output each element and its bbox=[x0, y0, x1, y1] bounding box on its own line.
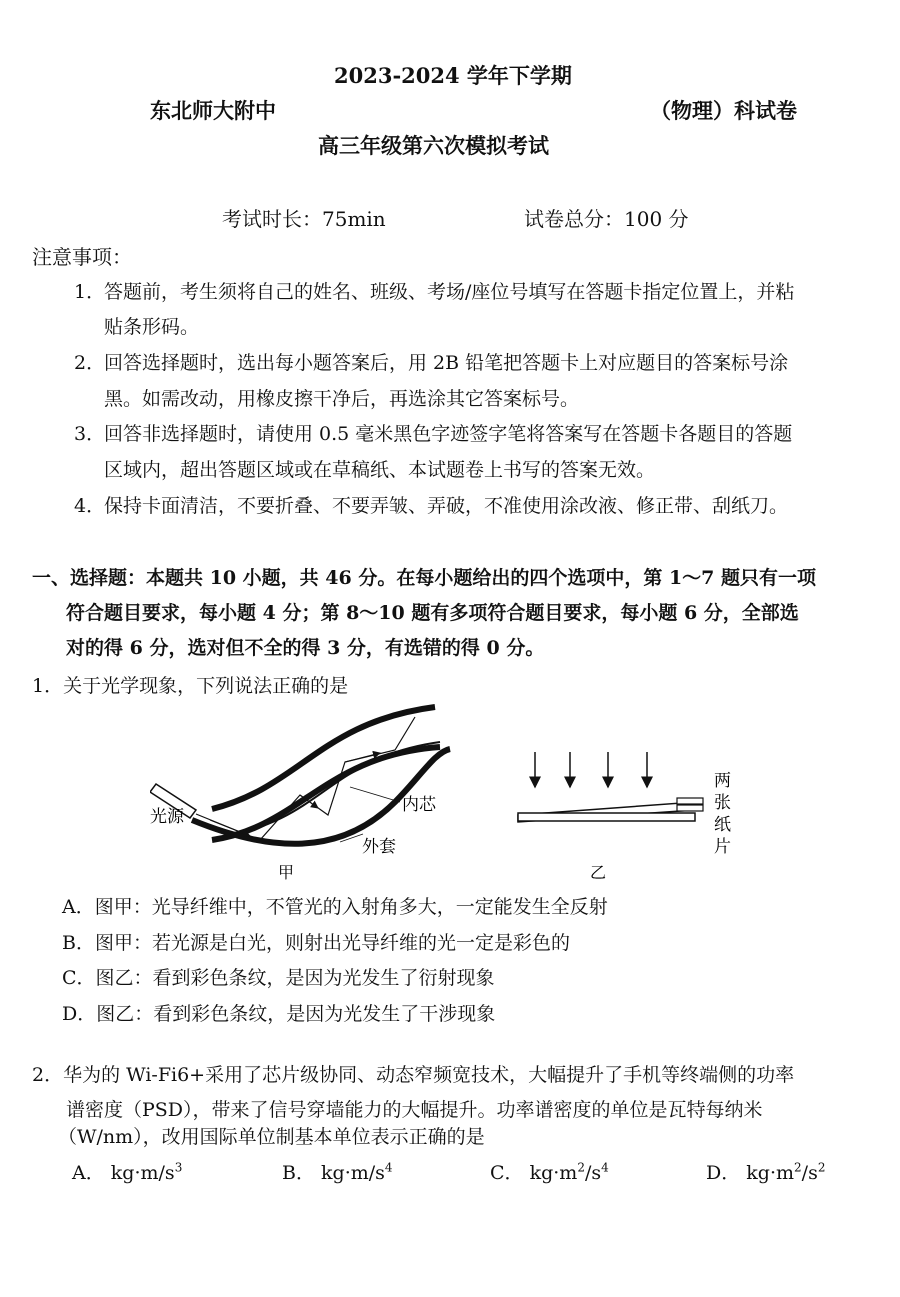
light-ray-path bbox=[196, 717, 415, 840]
q2-option-c-exp: 4 bbox=[601, 1160, 609, 1175]
notice-item-1-number: 1． bbox=[74, 281, 106, 303]
q2-line2: 谱密度（PSD），带来了信号穿墙能力的大幅提升。功率谱密度的单位是瓦特每纳米 bbox=[66, 1099, 763, 1121]
school-name: 东北师大附中 bbox=[150, 98, 276, 123]
q2-option-b: B． $kg\cdot m/s^4$ bbox=[282, 1160, 393, 1184]
section1-line3: 对的得 6 分，选对但不全的得 3 分，有选错的得 0 分。 bbox=[66, 637, 545, 659]
q1-option-b: B．图甲：若光源是白光，则射出光导纤维的光一定是彩色的 bbox=[62, 932, 570, 954]
q2-option-a-letter: A． bbox=[72, 1162, 105, 1184]
total-score: 试卷总分：100 分 bbox=[524, 207, 689, 231]
thin-film-diagram bbox=[518, 752, 731, 882]
q2-option-b-den: s bbox=[375, 1162, 385, 1184]
q2-option-d-exp-num: 2 bbox=[794, 1160, 802, 1175]
q2-line1: 2．华为的 Wi-Fi6+采用了芯片级协同、动态窄频宽技术，大幅提升了手机等终端侧的功率 bbox=[32, 1064, 795, 1086]
label-light-source: 光源 bbox=[150, 807, 184, 827]
q2-option-c-den: s bbox=[591, 1162, 602, 1184]
notice-item-4-number: 4． bbox=[74, 495, 106, 517]
glass-plate-bottom bbox=[518, 813, 695, 821]
section1-line2: 符合题目要求，每小题 4 分；第 8～10 题有多项符合题目要求，每小题 6 分，全部选 bbox=[66, 602, 799, 624]
label-two-papers-3: 纸 bbox=[714, 815, 731, 835]
exam-name: 高三年级第六次模拟考试 bbox=[318, 133, 549, 158]
notice-item-3-line1: 回答非选择题时，请使用 0.5 毫米黑色字迹签字笔将答案写在答题卡各题目的答题 bbox=[104, 423, 793, 445]
year-term: 2023-2024 学年下学期 bbox=[334, 63, 572, 88]
notice-item-1-line2: 贴条形码。 bbox=[104, 316, 200, 338]
q2-option-a-den: s bbox=[164, 1162, 175, 1184]
q1-option-d: D．图乙：看到彩色条纹，是因为光发生了干涉现象 bbox=[62, 1003, 496, 1025]
q2-option-c-base: kg·m bbox=[529, 1162, 578, 1184]
notice-item-2-line1: 回答选择题时，选出每小题答案后，用 2B 铅笔把答题卡上对应题目的答案标号涂 bbox=[104, 352, 789, 374]
q1-stem: 1．关于光学现象，下列说法正确的是 bbox=[32, 675, 349, 697]
q2-option-a-base: kg·m bbox=[110, 1162, 159, 1184]
caption-a: 甲 bbox=[278, 863, 295, 882]
paper-strip-2 bbox=[677, 805, 703, 811]
q2-option-b-base: kg·m bbox=[321, 1162, 369, 1184]
q2-option-a-exp: 3 bbox=[174, 1160, 183, 1175]
q2-option-c: C． $kg\cdot m^2/s^4$ bbox=[490, 1160, 609, 1184]
label-two-papers-4: 片 bbox=[714, 837, 731, 857]
subject-name: （物理）科试卷 bbox=[650, 98, 797, 123]
label-two-papers-2: 张 bbox=[714, 793, 731, 813]
label-two-papers-1: 两 bbox=[714, 771, 731, 791]
section1-line1: 一、选择题：本题共 10 小题，共 46 分。在每小题给出的四个选项中，第 1～7 题只有一项 bbox=[32, 567, 817, 589]
exam-duration: 考试时长：75min bbox=[222, 207, 386, 231]
notice-item-1-line1: 答题前，考生须将自己的姓名、班级、考场/座位号填写在答题卡指定位置上，并粘 bbox=[104, 281, 795, 303]
notice-item-2-line2: 黑。如需改动，用橡皮擦干净后，再选涂其它答案标号。 bbox=[104, 388, 580, 410]
q1-option-a: A．图甲：光导纤维中，不管光的入射角多大，一定能发生全反射 bbox=[62, 896, 608, 918]
q2-option-d-den: s bbox=[808, 1162, 818, 1184]
label-cladding: 外套 bbox=[362, 837, 396, 857]
notice-item-3-number: 3． bbox=[74, 423, 106, 445]
q2-option-d-letter: D． bbox=[706, 1162, 741, 1184]
label-core: 内芯 bbox=[402, 795, 436, 815]
notice-item-4-line1: 保持卡面清洁，不要折叠、不要弄皱、弄破，不准使用涂改液、修正带、刮纸刀。 bbox=[104, 495, 789, 517]
paper-strip-1 bbox=[677, 798, 703, 804]
q1-option-c: C．图乙：看到彩色条纹，是因为光发生了衍射现象 bbox=[62, 967, 495, 989]
q2-option-c-letter: C． bbox=[490, 1162, 524, 1184]
q2-option-d-exp: 2 bbox=[817, 1160, 826, 1175]
caption-b: 乙 bbox=[590, 863, 607, 882]
q2-option-b-exp: 4 bbox=[384, 1160, 393, 1175]
q2-line3: （W/nm），改用国际单位制基本单位表示正确的是 bbox=[58, 1126, 485, 1148]
q2-option-d: D． $kg\cdot m^2/s^2$ bbox=[706, 1160, 826, 1184]
notice-heading: 注意事项： bbox=[32, 245, 132, 269]
q2-option-c-exp-num: 2 bbox=[577, 1160, 585, 1175]
q2-option-a: A． $kg\cdot m/s^3$ bbox=[72, 1160, 183, 1184]
notice-item-3-line2: 区域内，超出答题区域或在草稿纸、本试题卷上书写的答案无效。 bbox=[104, 459, 656, 481]
q1-figure bbox=[150, 692, 750, 887]
q2-option-d-base: kg·m bbox=[746, 1162, 795, 1184]
optical-fiber-diagram bbox=[150, 707, 450, 882]
notice-item-2-number: 2． bbox=[74, 352, 106, 374]
q2-option-b-letter: B． bbox=[282, 1162, 315, 1184]
